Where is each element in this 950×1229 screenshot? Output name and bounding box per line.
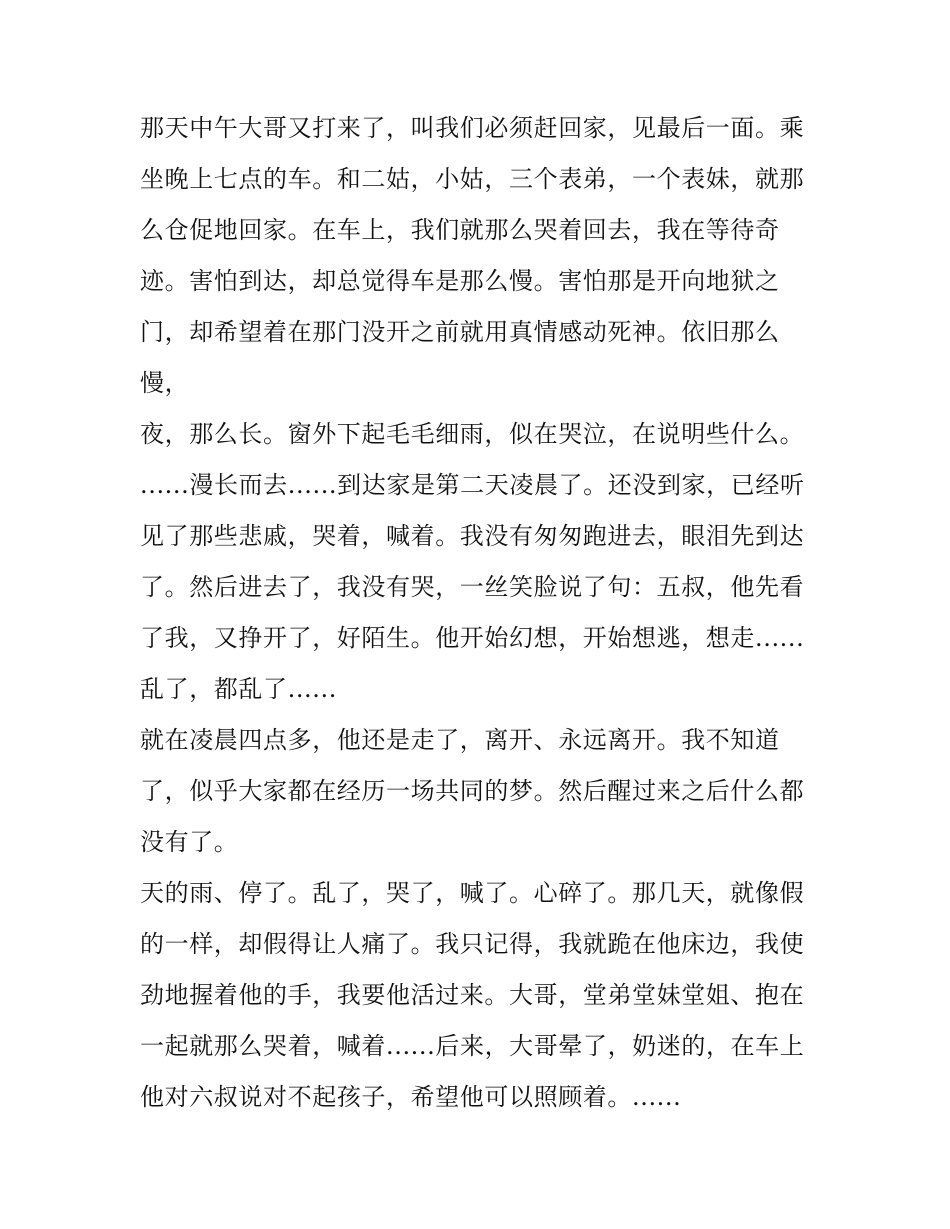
- text-line: 了。然后进去了，我没有哭，一丝笑脸说了句：五叔，他先看: [140, 573, 805, 601]
- text-line: 就在凌晨四点多，他还是走了，离开、永远离开。我不知道: [140, 726, 780, 754]
- text-line: 了我，又挣开了，好陌生。他开始幻想，开始想逃，想走......: [140, 624, 805, 652]
- text-line: 的一样，却假得让人痛了。我只记得，我就跪在他床边，我使: [140, 930, 805, 958]
- text-line: 一起就那么哭着，喊着......后来，大哥晕了，奶迷的，在车上: [140, 1032, 805, 1060]
- text-line: ......漫长而去......到达家是第二天凌晨了。还没到家，已经听: [140, 471, 805, 499]
- text-line: 乱了，都乱了......: [140, 675, 337, 703]
- text-line: 见了那些悲戚，哭着，喊着。我没有匆匆跑进去，眼泪先到达: [140, 522, 805, 550]
- text-line: 迹。害怕到达，却总觉得车是那么慢。害怕那是开向地狱之: [140, 267, 780, 295]
- body-text: [140, 103, 816, 1123]
- text-line: 夜，那么长。窗外下起毛毛细雨，似在哭泣，在说明些什么。: [140, 420, 805, 448]
- text-line: 坐晚上七点的车。和二姑，小姑，三个表弟，一个表妹，就那: [140, 165, 805, 193]
- text-line: 门，却希望着在那门没开之前就用真情感动死神。依旧那么: [140, 318, 780, 346]
- text-line: 慢，: [140, 369, 190, 397]
- text-line: 他对六叔说对不起孩子，希望他可以照顾着。......: [140, 1083, 682, 1111]
- text-line: 天的雨、停了。乱了，哭了，喊了。心碎了。那几天，就像假: [140, 879, 805, 907]
- text-line: 么仓促地回家。在车上，我们就那么哭着回去，我在等待奇: [140, 216, 780, 244]
- text-line: 那天中午大哥又打来了，叫我们必须赶回家，见最后一面。乘: [140, 114, 805, 142]
- text-line: 没有了。: [140, 828, 239, 856]
- text-line: 了，似乎大家都在经历一场共同的梦。然后醒过来之后什么都: [140, 777, 805, 805]
- text-line: 劲地握着他的手，我要他活过来。大哥，堂弟堂妹堂姐、抱在: [140, 981, 805, 1009]
